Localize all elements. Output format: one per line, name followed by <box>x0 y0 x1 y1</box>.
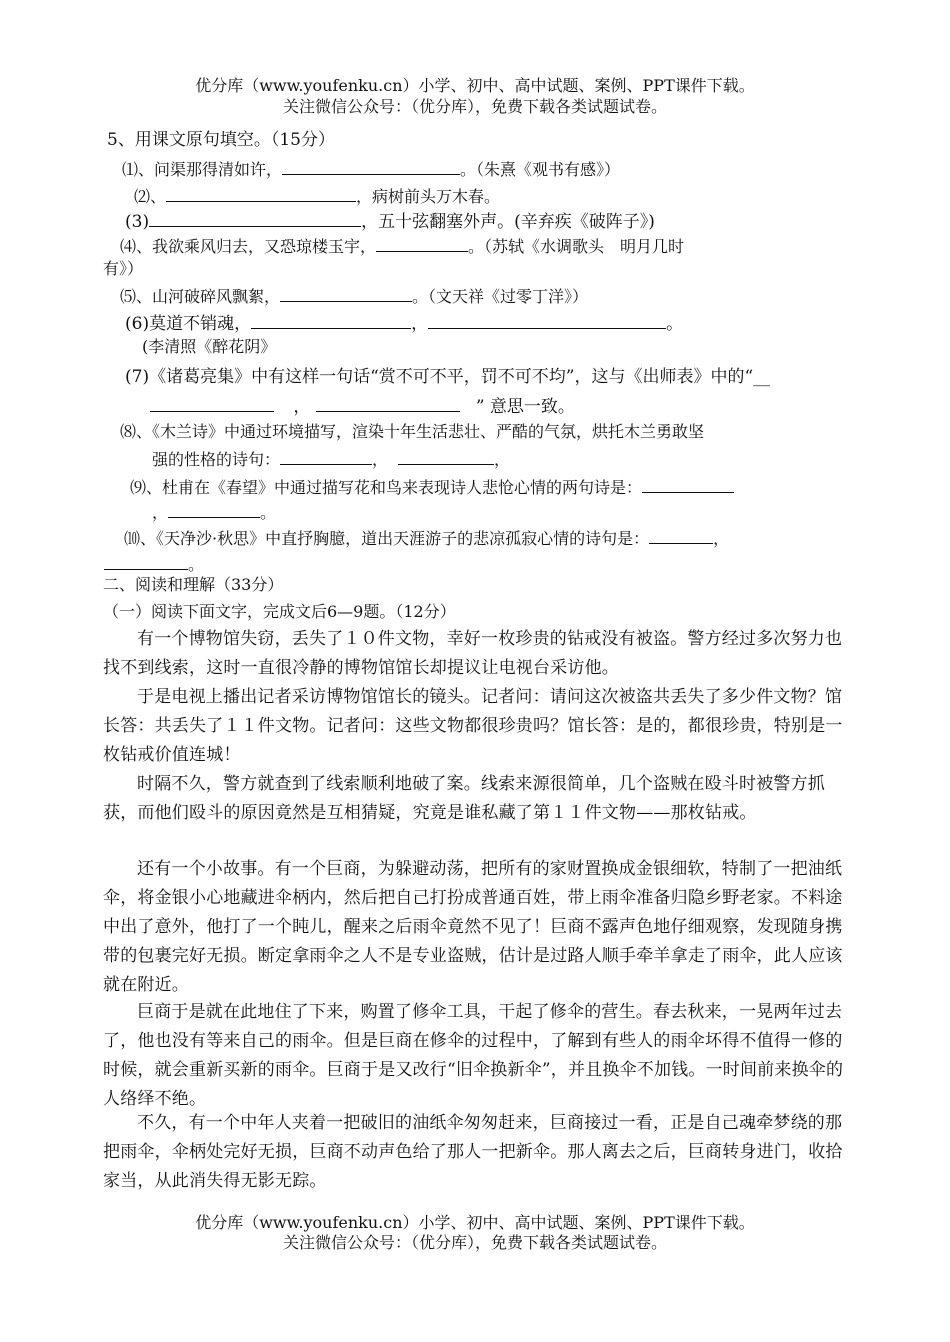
passage-paragraph-5: 巨商于是就在此地住了下来，购置了修伞工具，干起了修伞的营生。春去秋来，一晃两年过去了，他也没有等来自己的雨伞。但是巨商在修伞的过程中，了解到有些人的雨伞坏得不值得一修的时候，就会重新买新的雨伞。巨商于是又改行“旧伞换新伞”，并且换伞不加钱。一时间前来换伞的人络绎不绝。 <box>103 1002 844 1109</box>
q3-blank[interactable] <box>149 208 361 227</box>
question-3 <box>125 208 655 233</box>
question-5 <box>120 283 588 308</box>
passage-paragraph-3: 时隔不久，警方就查到了线索顺利地破了案。线索来源很简单，几个盗贼在殴斗时被警方抓获，而他们殴斗的原因竟然是互相猜疑，究竟是谁私藏了第１１件文物——那枚钻戒。 <box>103 774 825 823</box>
footer-line-2: 关注微信公众号：（优分库），免费下载各类试题试卷。 <box>282 1233 667 1252</box>
q10-text-b: ， <box>713 529 730 548</box>
question-8: ⑻、《木兰诗》中通过环境描写，渲染十年生活悲壮、严酷的气氛，烘托木兰勇敢坚 <box>120 422 705 441</box>
question-6-source: (李清照《醉花阴》 <box>142 337 277 356</box>
q10-text-a: ⑽、《天净沙·秋思》中直抒胸臆，道出天涯游子的悲凉孤寂心情的诗句是： <box>124 529 650 548</box>
question-4-cont: 有》） <box>103 259 144 278</box>
q4-text-b: 。（苏轼《水调歌头 明月几时 <box>468 237 685 256</box>
q7-blank-1[interactable] <box>150 393 274 412</box>
q1-blank[interactable] <box>282 156 460 175</box>
q9-text-b: ， <box>152 503 169 522</box>
passage-paragraph-2: 于是电视上播出记者采访博物馆馆长的镜头。记者问：请问这次被盗共丢失了多少件文物？馆长答：共丢失了１１件文物。记者问：这些文物都很珍贵吗？馆长答：是的，都很珍贵，特别是一枚钻戒价值连城！ <box>103 687 843 765</box>
footer-line-1: 优分库（www.youfenku.cn）小学、初中、高中试题、案例、PPT课件下载。 <box>195 1213 755 1232</box>
q1-text-b: 。（朱熹《观书有感》） <box>460 160 621 179</box>
q4-text-a: ⑷、我欲乘风归去，又恐琼楼玉宇， <box>120 237 377 256</box>
q5-text-b: 。（文天祥《过零丁洋》） <box>412 287 589 306</box>
header-line-2: 关注微信公众号：（优分库），免费下载各类试题试卷。 <box>282 97 667 116</box>
passage-paragraph-1: 有一个博物馆失窃，丢失了１０件文物，幸好一枚珍贵的钻戒没有被盗。警方经过多次努力也找不到线索，这时一直很冷静的博物馆馆长却提议让电视台采访他。 <box>103 629 843 678</box>
q7-blank-2[interactable] <box>316 393 460 412</box>
q2-text-a: ⑵、 <box>134 187 167 206</box>
q6-text-c: 。 <box>666 314 684 334</box>
question-10 <box>124 525 729 550</box>
q7-text-b: ， <box>293 397 311 417</box>
question-1 <box>122 156 620 181</box>
q8-blank-2[interactable] <box>398 446 494 465</box>
q6-blank-1[interactable] <box>251 310 411 329</box>
q10-blank-2[interactable] <box>104 551 188 570</box>
q6-text-a: (6)莫道不销魂， <box>125 314 252 334</box>
section2-sub1: （一）阅读下面文字，完成文后6—9题。（12分） <box>103 602 456 621</box>
q3-text-b: ，五十弦翻塞外声。(辛弃疾《破阵子》) <box>361 212 655 232</box>
q9-blank-1[interactable] <box>642 474 734 493</box>
question-4 <box>120 233 684 258</box>
question-10-cont <box>104 551 204 576</box>
section2-title: 二、阅读和理解（33分） <box>103 575 284 594</box>
q8-text-c: ， <box>372 450 389 469</box>
q1-text-a: ⑴、问渠那得清如许， <box>122 160 283 179</box>
passage-paragraph-4: 还有一个小故事。有一个巨商，为躲避动荡，把所有的家财置换成金银细软，特制了一把油纸伞，将金银小心地藏进伞柄内，然后把自己打扮成普通百姓，带上雨伞准备归隐乡野老家。不料途中出了意外，他打了一个盹儿，醒来之后雨伞竟然不见了！巨商不露声色地仔细观察，发现随身携带的包裹完好无损。断定拿雨伞之人不是专业盗贼，估计是过路人顺手牵羊拿走了雨伞，此人应该就在附近。 <box>103 859 843 995</box>
q8-blank-1[interactable] <box>280 446 372 465</box>
question-6 <box>125 310 683 335</box>
question-9 <box>130 474 734 499</box>
q3-text-a: (3) <box>125 212 150 232</box>
q6-text-b: ， <box>411 314 429 334</box>
q2-text-b: ，病树前头万木春。 <box>356 187 501 206</box>
q9-text-a: ⑼、杜甫在《春望》中通过描写花和鸟来表现诗人悲怆心情的两句诗是： <box>130 478 643 497</box>
header-line-1: 优分库（www.youfenku.cn）小学、初中、高中试题、案例、PPT课件下载。 <box>195 76 755 95</box>
q10-blank-1[interactable] <box>649 525 713 544</box>
q8-text-b: 强的性格的诗句： <box>152 450 281 469</box>
q5-text-a: ⑸、山河破碎风飘絮， <box>120 287 281 306</box>
question-2 <box>134 183 500 208</box>
q5-blank[interactable] <box>280 283 412 302</box>
question-7: (7)《诸葛亮集》中有这样一句话“赏不可不平，罚不可不均”，这与《出师表》中的“__ <box>125 367 771 387</box>
q10-text-c: 。 <box>188 555 205 574</box>
q7-text-c: ” 意思一致。 <box>475 397 575 417</box>
question-9-cont <box>152 499 276 524</box>
passage-paragraph-6: 不久，有一个中年人夹着一把破旧的油纸伞匆匆赶来，巨商接过一看，正是自己魂牵梦绕的那把雨伞，伞柄处完好无损，巨商不动声色给了那人一把新伞。那人离去之后，巨商转身进门，收拾家当，从此消失得无影无踪。 <box>103 1113 843 1191</box>
q8-text-d: ， <box>494 450 511 469</box>
section5-title: 5、用课文原句填空。（15分） <box>107 130 335 150</box>
question-7-cont <box>150 393 575 418</box>
question-8-cont <box>152 446 510 471</box>
q9-text-c: 。 <box>260 503 277 522</box>
q6-blank-2[interactable] <box>428 310 666 329</box>
q4-blank[interactable] <box>376 233 468 252</box>
q2-blank[interactable] <box>166 183 356 202</box>
q9-blank-2[interactable] <box>168 499 260 518</box>
